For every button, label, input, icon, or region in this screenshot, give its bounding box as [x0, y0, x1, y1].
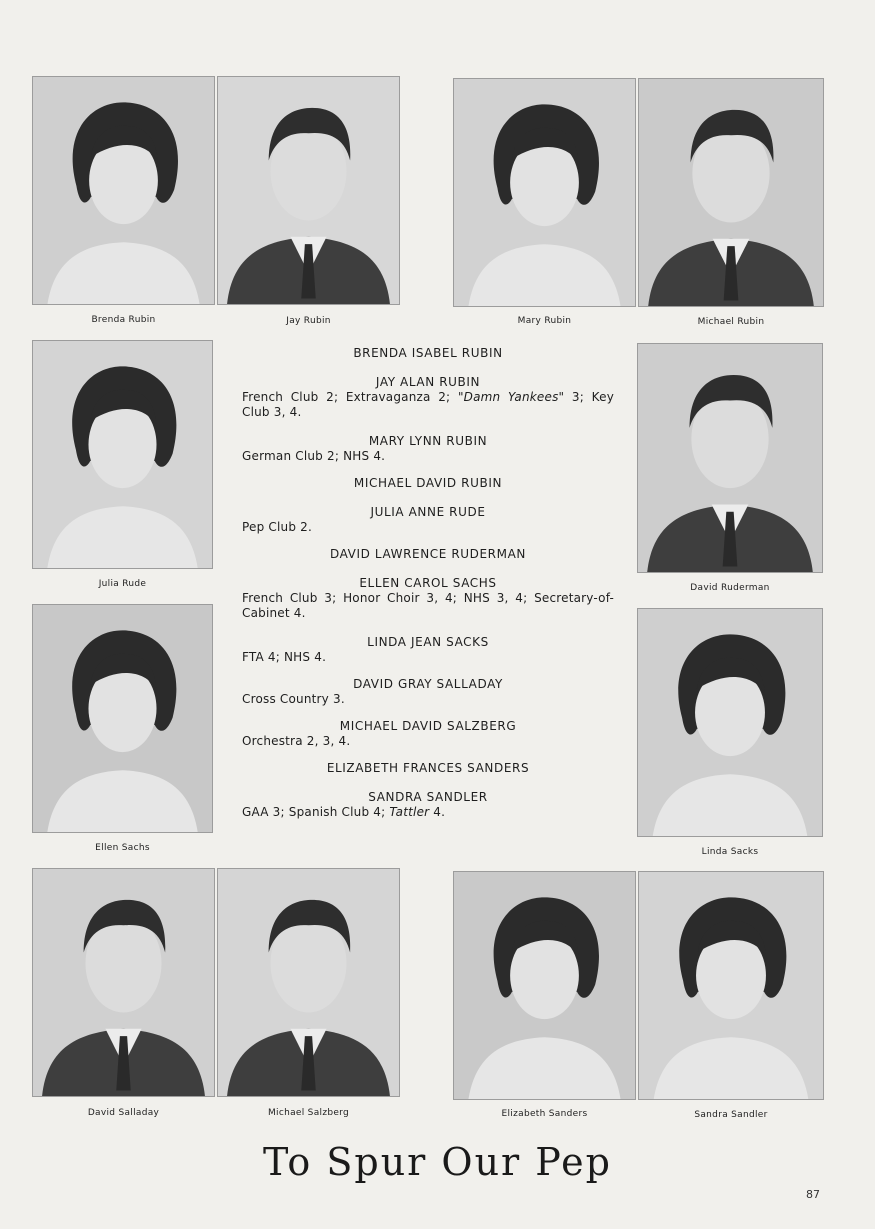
portrait-image: [218, 869, 399, 1096]
bio-ellen-sachs: [242, 576, 614, 621]
portrait-jay-rubin: [217, 76, 400, 305]
portrait-image: [639, 79, 823, 306]
portrait-image: [33, 605, 212, 832]
bio-julia-rude: [242, 505, 614, 535]
bio-activities: FTA 4; NHS 4.: [242, 650, 327, 664]
bio-linda-sacks: [242, 635, 614, 665]
page-headline: To Spur Our Pep: [263, 1140, 612, 1184]
portrait-brenda-rubin: [32, 76, 215, 305]
bio-elizabeth-sanders: [242, 761, 614, 776]
caption-brenda-rubin: Brenda Rubin: [91, 315, 156, 325]
bio-activities: Orchestra 2, 3, 4.: [242, 734, 351, 748]
bio-david-salladay: [242, 677, 614, 707]
bio-activities: Pep Club 2.: [242, 520, 313, 534]
bio-activities: German Club 2; NHS 4.: [242, 449, 386, 463]
caption-jay-rubin: Jay Rubin: [286, 316, 331, 326]
portrait-julia-rude: [32, 340, 213, 569]
portrait-image: [454, 79, 635, 306]
caption-linda-sacks: Linda Sacks: [701, 847, 759, 857]
caption-sandra-sandler: Sandra Sandler: [694, 1110, 768, 1120]
bio-name: LINDA JEAN SACKS: [367, 635, 489, 649]
bio-name: SANDRA SANDLER: [368, 790, 488, 804]
bio-mary-rubin: [242, 434, 614, 464]
bio-activities: French Club 2; Extravaganza 2; "Damn Yankees" 3; Key Club 3, 4.: [242, 390, 614, 419]
portrait-mary-rubin: [453, 78, 636, 307]
bio-brenda-rubin: [242, 346, 614, 361]
page-number: 87: [806, 1188, 820, 1201]
bio-name: ELLEN CAROL SACHS: [359, 576, 497, 590]
caption-elizabeth-sanders: Elizabeth Sanders: [501, 1109, 588, 1119]
bio-name: BRENDA ISABEL RUBIN: [353, 346, 503, 360]
portrait-linda-sacks: [637, 608, 823, 837]
portrait-image: [639, 872, 823, 1099]
senior-bios: [242, 346, 614, 834]
portrait-image: [454, 872, 635, 1099]
bio-activities: Cross Country 3.: [242, 692, 345, 706]
caption-david-ruderman: David Ruderman: [690, 583, 770, 593]
portrait-image: [638, 344, 822, 572]
bio-name: DAVID LAWRENCE RUDERMAN: [330, 547, 526, 561]
bio-michael-salzberg: [242, 719, 614, 749]
bio-name: DAVID GRAY SALLADAY: [353, 677, 503, 691]
portrait-image: [218, 77, 399, 304]
bio-name: JAY ALAN RUBIN: [375, 375, 481, 389]
caption-julia-rude: Julia Rude: [98, 579, 147, 589]
portrait-image: [33, 341, 212, 568]
bio-name: MARY LYNN RUBIN: [368, 434, 488, 448]
bio-sandra-sandler: [242, 790, 614, 820]
bio-michael-rubin: [242, 476, 614, 491]
portrait-michael-salzberg: [217, 868, 400, 1097]
portrait-michael-rubin: [638, 78, 824, 307]
caption-ellen-sachs: Ellen Sachs: [95, 843, 150, 853]
portrait-david-salladay: [32, 868, 215, 1097]
portrait-elizabeth-sanders: [453, 871, 636, 1100]
caption-david-salladay: David Salladay: [87, 1108, 160, 1118]
bio-name: MICHAEL DAVID SALZBERG: [339, 719, 517, 733]
bio-jay-rubin: [242, 375, 614, 420]
bio-activities: French Club 3; Honor Choir 3, 4; NHS 3, 4; Secretary-of-Cabinet 4.: [242, 591, 614, 620]
portrait-image: [33, 77, 214, 304]
portrait-image: [33, 869, 214, 1096]
caption-michael-salzberg: Michael Salzberg: [267, 1108, 350, 1118]
bio-david-ruderman: [242, 547, 614, 562]
portrait-ellen-sachs: [32, 604, 213, 833]
bio-name: MICHAEL DAVID RUBIN: [353, 476, 503, 490]
caption-michael-rubin: Michael Rubin: [697, 317, 765, 327]
portrait-sandra-sandler: [638, 871, 824, 1100]
bio-activities: GAA 3; Spanish Club 4; Tattler 4.: [242, 805, 446, 819]
portrait-david-ruderman: [637, 343, 823, 573]
portrait-image: [638, 609, 822, 836]
bio-name: JULIA ANNE RUDE: [370, 505, 486, 519]
caption-mary-rubin: Mary Rubin: [517, 316, 572, 326]
bio-name: ELIZABETH FRANCES SANDERS: [326, 761, 530, 775]
